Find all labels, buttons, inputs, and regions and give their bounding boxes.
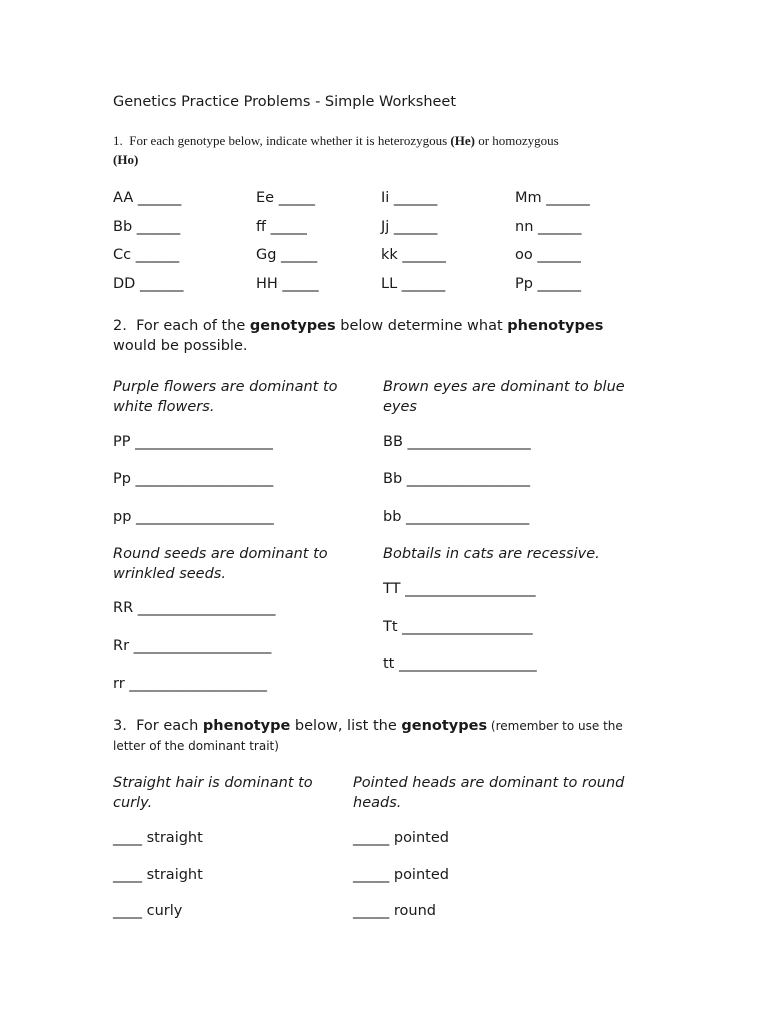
q2-trait-round-seeds: Round seeds are dominant to wrinkled seeds. (113, 546, 328, 582)
q2-trait-purple-flowers: Purple flowers are dominant to white flowers. (113, 379, 338, 415)
q3-note-a: (remember to use the (487, 719, 623, 733)
q2-answer-line: Bb _________________ (383, 471, 531, 487)
q1-text-a: For each genotype below, indicate whether it is heterozygous (129, 133, 451, 148)
q1-item: Pp ______ (515, 276, 582, 292)
question-2-prompt (113, 316, 673, 356)
q1-item: Mm ______ (515, 190, 590, 206)
q3-answer-line: _____ pointed (353, 830, 449, 846)
q3-bold-phenotype: phenotype (202, 718, 291, 734)
q1-item: Ii ______ (381, 190, 438, 206)
q1-item: Jj ______ (381, 219, 438, 235)
question-1-prompt (113, 131, 673, 169)
q2-text-a: For each of the (136, 318, 250, 334)
q2-answer-line: TT __________________ (383, 581, 536, 597)
q1-item: Ee _____ (256, 190, 315, 206)
q2-answer-line: pp ___________________ (113, 509, 274, 525)
q3-bold-genotypes: genotypes (401, 718, 488, 734)
q2-answer-line: bb _________________ (383, 509, 530, 525)
q2-text-b: below determine what (335, 318, 508, 334)
q2-answer-line: Pp ___________________ (113, 471, 274, 487)
q1-item: LL ______ (381, 276, 446, 292)
q3-trait-straight-hair: Straight hair is dominant to curly. (113, 775, 313, 811)
q2-number: 2. (113, 318, 127, 334)
q3-text-b: below, list the (290, 718, 402, 734)
q1-text-b: or homozygous (474, 133, 559, 148)
question-3-prompt (113, 716, 673, 756)
q3-number: 3. (113, 718, 127, 734)
q3-answer-line: ____ straight (113, 830, 203, 846)
q2-answer-line: Tt __________________ (383, 619, 533, 635)
q1-item: DD ______ (113, 276, 184, 292)
q1-item: Bb ______ (113, 219, 181, 235)
q1-item: oo ______ (515, 247, 581, 263)
q3-answer-line: _____ round (353, 903, 436, 919)
worksheet-title: Genetics Practice Problems - Simple Worksheet (113, 94, 457, 110)
q3-text-a: For each (136, 718, 203, 734)
q1-item: kk ______ (381, 247, 446, 263)
q2-trait-brown-eyes: Brown eyes are dominant to blue eyes (383, 379, 625, 415)
q1-number: 1. (113, 133, 123, 148)
q3-trait-pointed-heads: Pointed heads are dominant to round heads. (353, 775, 625, 811)
q2-answer-line: PP ___________________ (113, 434, 273, 450)
q3-note-b: letter of the dominant trait) (113, 739, 279, 753)
q1-item: HH _____ (256, 276, 319, 292)
q3-answer-line: ____ curly (113, 903, 183, 919)
q1-ho: (Ho) (113, 152, 139, 167)
q2-answer-line: BB _________________ (383, 434, 531, 450)
q2-answer-line: Rr ___________________ (113, 638, 272, 654)
q1-item: AA ______ (113, 190, 182, 206)
q1-he: (He) (450, 133, 475, 148)
q2-answer-line: RR ___________________ (113, 600, 276, 616)
q2-bold-phenotypes: phenotypes (507, 318, 604, 334)
q3-answer-line: _____ pointed (353, 867, 449, 883)
q1-item: Gg _____ (256, 247, 318, 263)
q2-trait-bobtails: Bobtails in cats are recessive. (383, 546, 600, 562)
q1-item: ff _____ (256, 219, 307, 235)
q2-bold-genotypes: genotypes (249, 318, 336, 334)
q1-item: Cc ______ (113, 247, 180, 263)
q1-item: nn ______ (515, 219, 582, 235)
q2-answer-line: tt ___________________ (383, 656, 537, 672)
q2-answer-line: rr ___________________ (113, 676, 268, 692)
q3-answer-line: ____ straight (113, 867, 203, 883)
q2-text-c: would be possible. (113, 338, 248, 354)
